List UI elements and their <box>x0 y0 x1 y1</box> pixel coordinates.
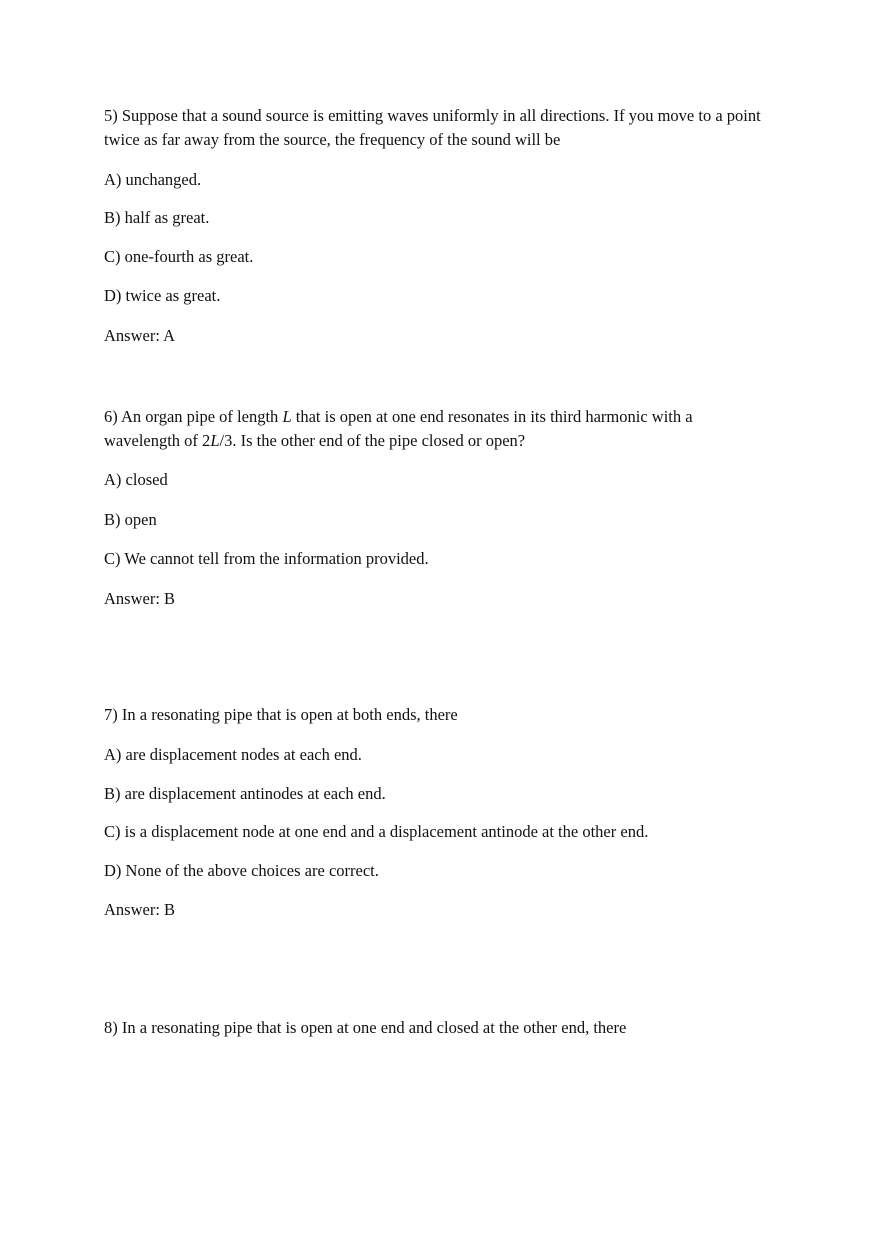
question-6-stem <box>104 405 744 453</box>
question-7-choice-a: A) are displacement nodes at each end. <box>104 745 362 764</box>
question-7-stem <box>104 703 458 727</box>
question-5-choice-c: C) one-fourth as great. <box>104 247 254 266</box>
question-6-text-part-3: /3. Is the other end of the pipe closed or open? <box>219 431 526 450</box>
question-7-choice-b: B) are displacement antinodes at each end. <box>104 784 386 803</box>
question-5-answer: Answer: A <box>104 326 176 345</box>
question-6-answer: Answer: B <box>104 589 176 608</box>
question-7-choice-c: C) is a displacement node at one end and a displacement antinode at the other end. <box>104 822 649 841</box>
question-5-choice-a: A) unchanged. <box>104 170 202 189</box>
question-6-variable-l-2: L <box>210 431 220 450</box>
question-8-text: In a resonating pipe that is open at one end and closed at the other end, there <box>121 1018 627 1037</box>
question-6-text-part-1: An organ pipe of length <box>120 407 283 426</box>
question-6-number: 6) <box>104 407 118 426</box>
question-7-text: In a resonating pipe that is open at both ends, there <box>121 705 458 724</box>
question-7-choice-d: D) None of the above choices are correct. <box>104 861 379 880</box>
question-5-choice-b: B) half as great. <box>104 208 210 227</box>
question-8-stem <box>104 1016 626 1040</box>
question-6-variable-l: L <box>282 407 292 426</box>
question-7-answer: Answer: B <box>104 900 176 919</box>
question-6-text-part-2: that is open at one end resonates in its third harmonic with a wavelength of 2 <box>104 407 693 450</box>
question-6-choice-c: C) We cannot tell from the information provided. <box>104 549 429 568</box>
question-7-number: 7) <box>104 705 118 724</box>
question-5-number: 5) <box>104 106 118 125</box>
question-8-number: 8) <box>104 1018 118 1037</box>
question-5-choice-d: D) twice as great. <box>104 286 221 305</box>
question-5-stem <box>104 104 774 152</box>
question-6-choice-b: B) open <box>104 510 157 529</box>
question-6-choice-a: A) closed <box>104 470 168 489</box>
question-5-text: Suppose that a sound source is emitting waves uniformly in all directions. If you move to a point twice as far away from the source, the frequency of the sound will be <box>104 106 761 149</box>
